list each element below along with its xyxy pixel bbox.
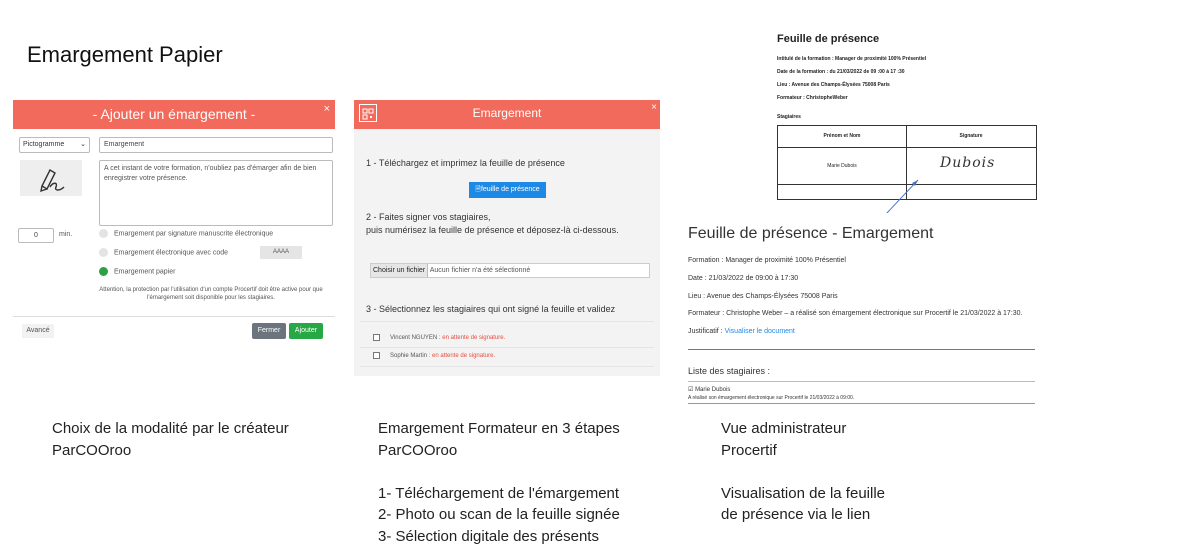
admin-location: Lieu : Avenue des Champs-Élysées 75008 Paris (688, 293, 838, 300)
document-trainer: Formateur : ChristopheWeber (777, 95, 848, 101)
document-location: Lieu : Avenue des Champs-Élysées 75008 Paris (777, 82, 890, 88)
document-formation: Intitulé de la formation : Manager de proximité 100% Présentiel (777, 56, 927, 62)
step-2-line-1: 2 - Faites signer vos stagiaires, (366, 212, 491, 222)
choose-file-button[interactable]: Choisir un fichier (371, 264, 428, 277)
download-label: feuille de présence (480, 186, 540, 193)
minutes-label: min. (59, 231, 73, 238)
option-label: Emargement électronique avec code (114, 249, 229, 257)
admin-title: Feuille de présence - Emargement (688, 225, 934, 242)
admin-formation: Formation : Manager de proximité 100% Présentiel (688, 257, 846, 264)
trainee-status: : en attente de signature. (438, 335, 506, 342)
trainee-list-title: Liste des stagiaires : (688, 366, 771, 376)
caption-trainer: Emargement Formateur en 3 étapes ParCOOroo 1- Téléchargement de l'émargement 2- Photo ou scan de la feuille signée 3- Sélection digitale des présents (378, 420, 620, 545)
close-icon[interactable]: × (651, 102, 657, 113)
handwritten-signature: Dubois (940, 155, 996, 171)
trainee-name: Sophie Martin (390, 353, 428, 360)
page-title: Emargement Papier (27, 42, 223, 67)
trainee-name: Vincent NGUYEN (390, 335, 438, 342)
signature-name-input[interactable]: Emargement (99, 137, 333, 153)
step-3-text: 3 - Sélectionnez les stagiaires qui ont signé la feuille et validez (366, 304, 616, 314)
document-date: Date de la formation : du 21/03/2022 de 09 :00 à 17 :30 (777, 69, 905, 75)
option-label: Emargement papier (114, 268, 176, 276)
divider (688, 349, 1035, 350)
chevron-down-icon: ⌄ (80, 141, 86, 148)
advanced-button[interactable]: Avancé (22, 324, 54, 338)
close-button[interactable]: Fermer (252, 323, 286, 339)
caption-admin: Vue administrateur Procertif Visualisation de la feuille de présence via le lien (721, 420, 885, 523)
document-icon: 🗎 (475, 186, 481, 193)
dialog-title: Emargement (472, 106, 542, 120)
admin-trainer: Formateur : Christophe Weber – a réalisé son émargement électronique sur Procertif le 21/03/2022 à 17:30. (688, 310, 1023, 317)
divider (688, 381, 1035, 382)
option-label: Emargement par signature manuscrite électronique (114, 230, 274, 238)
col-signature: Signature (959, 133, 983, 139)
step-2-line-2: puis numérisez la feuille de présence et déposez-là ci-dessous. (366, 225, 619, 235)
minutes-input[interactable]: 0 (18, 228, 54, 243)
document-title: Feuille de présence (777, 33, 880, 45)
admin-date: Date : 21/03/2022 de 09:00 à 17:30 (688, 275, 799, 282)
file-status: Aucun fichier n'a été sélectionné (429, 267, 531, 274)
step-1-text: 1 - Téléchargez et imprimez la feuille de présence (366, 158, 565, 168)
checkbox-checked-icon: ☑ (688, 387, 694, 393)
trainee-item (688, 386, 730, 393)
code-input[interactable]: AAAA (260, 246, 302, 259)
protection-note: Attention, la protection par l'utilisation d'un compte Procertif doit être active pour que l'émargement soit disponible pour les stagiaires. (99, 287, 323, 301)
col-name: Prénom et Nom (823, 133, 861, 139)
close-icon[interactable]: × (323, 103, 330, 115)
description-textarea[interactable]: A cet instant de votre formation, n'oubliez pas d'émarger afin de bien enregistrer votre présence. (99, 160, 333, 226)
dialog-title: - Ajouter un émargement - (92, 106, 256, 122)
icon-type-value: Pictogramme (23, 141, 65, 148)
view-document-link[interactable]: Visualiser le document (724, 328, 795, 335)
justificatif-label: Justificatif : (688, 328, 723, 335)
trainee-name: Marie Dubois (695, 387, 731, 393)
admin-justificatif (688, 328, 795, 335)
trainee-detail: A réalisé son émargement électronique sur Procertif le 21/03/2022 à 09:00. (688, 395, 855, 401)
row-name: Marie Dubois (827, 163, 857, 169)
add-button[interactable]: Ajouter (289, 323, 323, 339)
admin-view (682, 213, 1040, 405)
document-section: Stagiaires (777, 114, 801, 120)
divider (688, 403, 1035, 404)
trainee-status: : en attente de signature. (428, 353, 496, 360)
caption-creator: Choix de la modalité par le créateur ParCOOroo (52, 420, 289, 459)
